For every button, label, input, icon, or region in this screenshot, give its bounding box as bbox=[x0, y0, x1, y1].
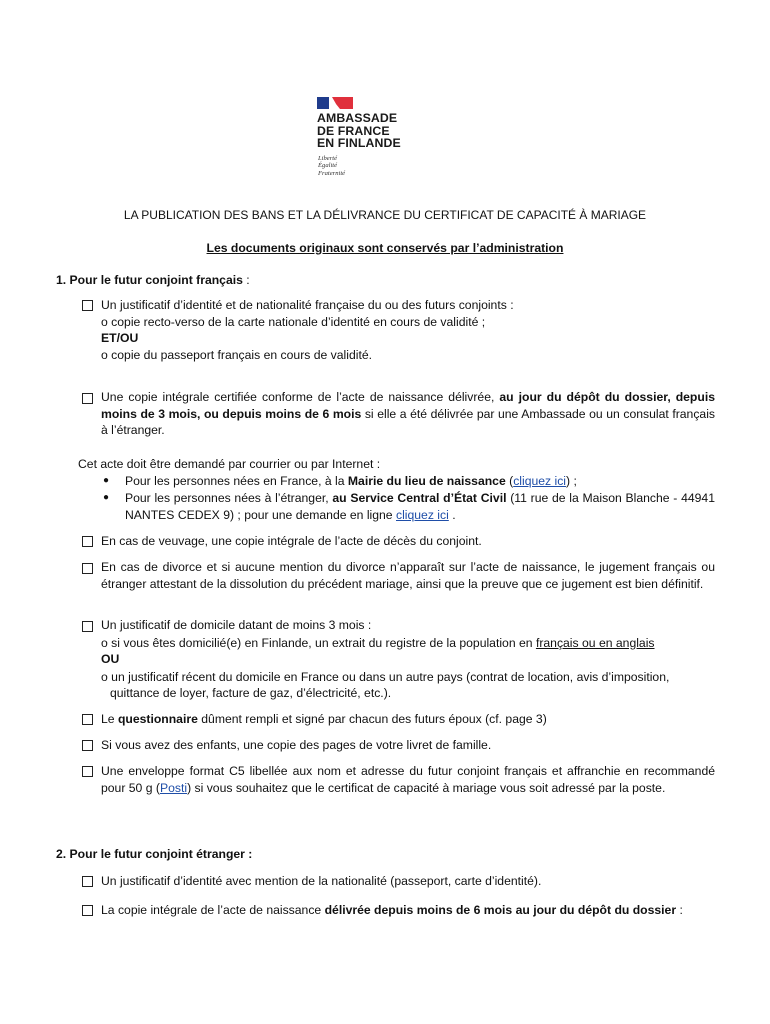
item-questionnaire: Le questionnaire dûment rempli et signé par chacun des futurs époux (cf. page 3) bbox=[101, 712, 547, 726]
checkbox-identity-french[interactable] bbox=[82, 300, 93, 311]
checkbox-birth-certificate[interactable] bbox=[82, 393, 93, 404]
french-flag-icon bbox=[317, 97, 353, 109]
checkbox-divorce[interactable] bbox=[82, 563, 93, 574]
checkbox-death-certificate[interactable] bbox=[82, 536, 93, 547]
item-foreign-identity: Un justificatif d’identité avec mention de la nationalité (passeport, carte d’identité). bbox=[101, 874, 542, 888]
checkbox-envelope[interactable] bbox=[82, 766, 93, 777]
checkbox-foreign-identity[interactable] bbox=[82, 876, 93, 887]
checkbox-questionnaire[interactable] bbox=[82, 714, 93, 725]
request-intro: Cet acte doit être demandé par courrier ou par Internet : bbox=[78, 457, 381, 471]
posti-link[interactable]: Posti bbox=[159, 780, 188, 795]
request-bullet-france: Pour les personnes nées en France, à la Mairie du lieu de naissance (cliquez ici) ; bbox=[125, 474, 577, 488]
item-domicile: Un justificatif de domicile datant de moins 3 mois : o si vous êtes domicilié(e) en Finlande, un extrait du registre de la population en français ou en anglais OU o un justificatif récent du domicile en France ou dans un autre pays (contrat de location, avis d’imposition, quittance de loyer, facture de gaz, d’électricité, etc.). bbox=[101, 618, 670, 700]
request-bullet-abroad: Pour les personnes nées à l’étranger, au Service Central d’État Civil (11 rue de la Maison Blanche - 44941 NANTES CEDEX 9) ; pour une demande en ligne cliquez ici . bbox=[125, 491, 715, 522]
item-death-certificate: En cas de veuvage, une copie intégrale de l’acte de décès du conjoint. bbox=[101, 534, 482, 548]
document-subtitle: Les documents originaux sont conservés par l’administration bbox=[206, 241, 564, 255]
mairie-link[interactable]: cliquez ici bbox=[513, 474, 567, 488]
scec-link[interactable]: cliquez ici bbox=[395, 507, 449, 522]
section-2-heading: 2. Pour le futur conjoint étranger : bbox=[56, 847, 253, 861]
item-envelope: Une enveloppe format C5 libellée aux nom et adresse du futur conjoint français et affranchie en recommandé pour 50 g (Posti) si vous souhaitez que le certificat de capacité à mariage vous soit adressé par la poste. bbox=[101, 764, 715, 795]
bullet-icon: ● bbox=[103, 492, 110, 503]
section-1-heading: 1. Pour le futur conjoint français : bbox=[56, 273, 250, 287]
embassy-name: AMBASSADE DE FRANCE EN FINLANDE bbox=[317, 111, 401, 150]
item-family-book: Si vous avez des enfants, une copie des pages de votre livret de famille. bbox=[101, 738, 492, 752]
republic-motto: Liberté Égalité Fraternité bbox=[318, 155, 346, 177]
item-identity-french: Un justificatif d’identité et de nationalité française du ou des futurs conjoints : o copie recto-verso de la carte nationale d’identité en cours de validité ; ET/OU o copie du passeport français en cours de validité. bbox=[101, 298, 514, 362]
checkbox-family-book[interactable] bbox=[82, 740, 93, 751]
checkbox-domicile[interactable] bbox=[82, 621, 93, 632]
checkbox-foreign-birth-certificate[interactable] bbox=[82, 905, 93, 916]
document-title: LA PUBLICATION DES BANS ET LA DÉLIVRANCE DU CERTIFICAT DE CAPACITÉ À MARIAGE bbox=[123, 208, 647, 222]
item-divorce: En cas de divorce et si aucune mention du divorce n’apparaît sur l’acte de naissance, le jugement français ou étranger attestant de la dissolution du précédent mariage, ainsi que la preuve que ce jugement est bien définitif. bbox=[101, 560, 715, 591]
item-foreign-birth-certificate: La copie intégrale de l’acte de naissance délivrée depuis moins de 6 mois au jour du dépôt du dossier : bbox=[101, 903, 683, 917]
bullet-icon: ● bbox=[103, 475, 110, 486]
item-birth-certificate: Une copie intégrale certifiée conforme de l’acte de naissance délivrée, au jour du dépôt du dossier, depuis moins de 3 mois, ou depuis moins de 6 mois si elle a été délivrée par une Ambassade ou un consulat français à l’étranger. bbox=[101, 390, 716, 437]
